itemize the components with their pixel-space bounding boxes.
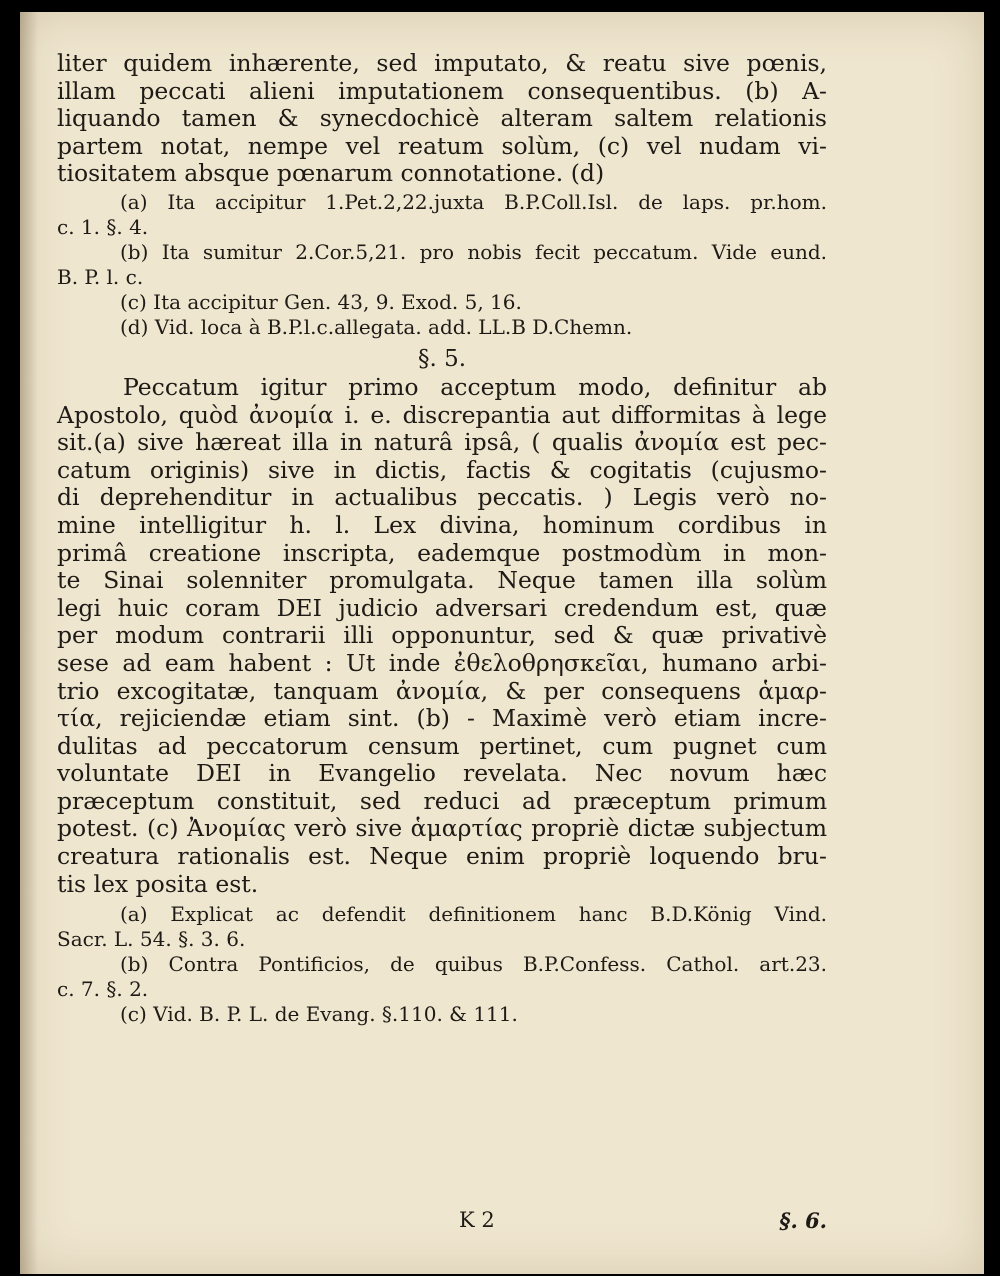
book-page	[20, 12, 984, 1274]
footnote-line: (a) Ita accipitur 1.Pet.2,22.juxta B.P.Coll.Isl. de laps. pr.hom.	[120, 189, 827, 214]
text-line: tis lex posita est.	[57, 869, 259, 898]
footnote-line: (c) Vid. B. P. L. de Evang. §.110. & 111.	[120, 1002, 518, 1027]
text-line: potest. (c) Ἀνομίας verò sive ἁμαρτίας propriè dictæ subjectum	[57, 814, 827, 843]
text-line: legi huic coram DEI judicio adversari credendum est, quæ	[57, 593, 827, 622]
text-line: per modum contrarii illi opponuntur, sed & quæ privativè	[57, 621, 827, 650]
text-line: sit.(a) sive hæreat illa in naturâ ipsâ, ( qualis ἀνομία est pec-	[57, 428, 827, 457]
footnote-line: (a) Explicat ac defendit definitionem hanc B.D.König Vind.	[120, 902, 827, 927]
footnote-line: B. P. l. c.	[57, 264, 144, 289]
section-heading: §. 5.	[417, 345, 467, 372]
text-line: Peccatum igitur primo acceptum modo, definitur ab	[123, 372, 827, 401]
footnotes-2	[57, 902, 827, 1027]
signature-mark: K 2	[459, 1208, 495, 1232]
text-line: primâ creatione inscripta, eademque postmodùm in mon-	[57, 538, 827, 567]
text-line: voluntate DEI in Evangelio revelata. Nec novum hæc	[57, 759, 827, 788]
footnote-line: (b) Contra Pontificios, de quibus B.P.Confess. Cathol. art.23.	[120, 952, 827, 977]
text-line: sese ad eam habent : Ut inde ἐθελοθρησκεῖαι, humano arbi-	[57, 648, 827, 677]
page-spine-shadow	[20, 12, 38, 1274]
text-line: liquando tamen & synecdochicè alteram saltem relationis	[57, 104, 827, 133]
text-line: partem notat, nempe vel reatum solùm, (c) vel nudam vi-	[57, 131, 827, 160]
text-line: liter quidem inhærente, sed imputato, & reatu sive pœnis,	[57, 49, 827, 77]
paragraph-1	[57, 50, 827, 188]
footnote-line: c. 7. §. 2.	[57, 977, 149, 1002]
text-line: trio excogitatæ, tanquam ἀνομία, & per consequens ἁμαρ-	[57, 676, 827, 705]
text-line: catum originis) sive in dictis, factis & cogitatis (cujusmo-	[57, 455, 827, 484]
text-line: mine intelligitur h. l. Lex divina, hominum cordibus in	[57, 510, 827, 539]
text-line: di deprehenditur in actualibus peccatis. ) Legis verò no-	[57, 483, 827, 512]
text-line: creatura rationalis est. Neque enim propriè loquendo bru-	[57, 842, 827, 871]
footnote-line: (d) Vid. loca à B.P.l.c.allegata. add. LL.B D.Chemn.	[120, 314, 633, 339]
footnote-line: c. 1. §. 4.	[57, 214, 149, 239]
footnotes-1	[57, 190, 827, 340]
text-line: te Sinai solenniter promulgata. Neque tamen illa solùm	[57, 566, 827, 595]
page-footer	[57, 1208, 827, 1238]
page-text	[57, 50, 827, 1027]
text-line: tiositatem absque pœnarum connotatione. (d)	[57, 159, 605, 188]
text-line: Apostolo, quòd ἀνομία i. e. discrepantia aut difformitas à lege	[57, 400, 827, 429]
text-line: τία, rejiciendæ etiam sint. (b) - Maximè verò etiam incre-	[57, 704, 827, 733]
catchword: §. 6.	[779, 1208, 827, 1233]
footnote-line: (b) Ita sumitur 2.Cor.5,21. pro nobis fecit peccatum. Vide eund.	[120, 239, 827, 264]
text-line: dulitas ad peccatorum censum pertinet, cum pugnet cum	[57, 731, 827, 760]
footnote-line: (c) Ita accipitur Gen. 43, 9. Exod. 5, 16.	[120, 289, 522, 314]
footnote-line: Sacr. L. 54. §. 3. 6.	[57, 927, 246, 952]
paragraph-2	[57, 374, 827, 898]
text-line: præceptum constituit, sed reduci ad præceptum primum	[57, 786, 827, 815]
text-line: illam peccati alieni imputationem consequentibus. (b) A-	[57, 76, 827, 105]
